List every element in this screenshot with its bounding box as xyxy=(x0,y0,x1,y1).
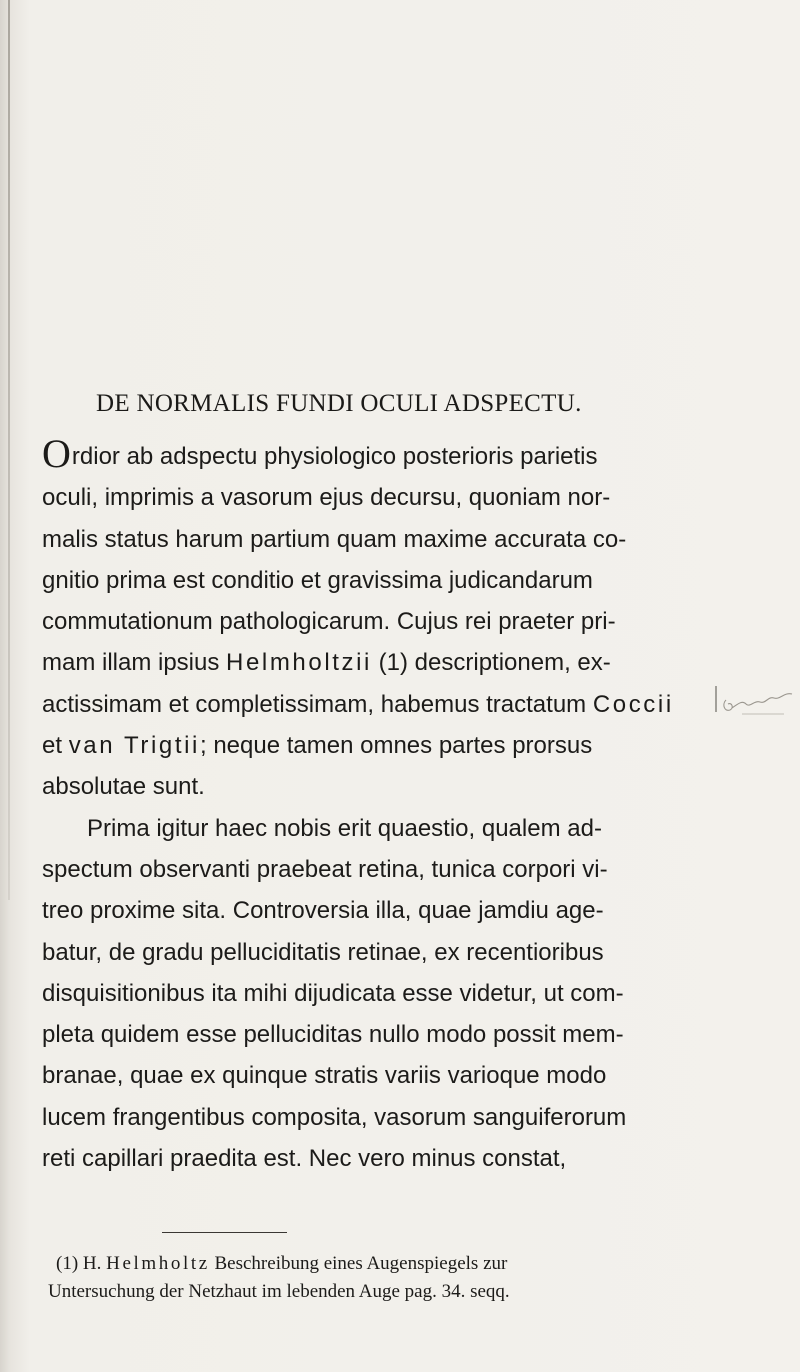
footnote-line: Untersuchung der Netzhaut im lebenden Auge pag. 34. seqq. xyxy=(48,1281,510,1302)
text-line: gnitio prima est conditio et gravissima judicandarum xyxy=(42,566,593,594)
text-segment: (1) descriptionem, ex- xyxy=(372,649,611,677)
footnote-line xyxy=(48,1250,728,1278)
text-line xyxy=(42,431,712,477)
page-title: DE NORMALIS FUNDI OCULI ADSPECTU. xyxy=(96,390,582,417)
text-segment: ; neque tamen omnes partes prorsus xyxy=(200,732,593,760)
text-line: absolutae sunt. xyxy=(42,773,205,801)
body-text xyxy=(42,431,712,1179)
text-segment: Beschreibung eines Augenspiegels zur xyxy=(209,1253,508,1274)
text-segment: rdior ab adspectu physiologico posterioris parietis xyxy=(71,443,598,470)
text-line: disquisitionibus ita mihi dijudicata esse videtur, ut com- xyxy=(42,979,624,1007)
text-line: treo proxime sita. Controversia illa, quae jamdiu age- xyxy=(42,897,604,925)
text-segment: et xyxy=(42,732,69,760)
text-line: reti capillari praedita est. Nec vero minus constat, xyxy=(42,1145,567,1173)
text-line: commutationum pathologicarum. Cujus rei praeter pri- xyxy=(42,608,616,636)
handwritten-mark-icon xyxy=(712,682,800,732)
text-segment: mam illam ipsius xyxy=(42,649,227,677)
text-line: lucem frangentibus composita, vasorum sanguiferorum xyxy=(42,1103,627,1131)
text-line: pleta quidem esse pelluciditas nullo modo possit mem- xyxy=(42,1021,624,1049)
text-line: oculi, imprimis a vasorum ejus decursu, quoniam nor- xyxy=(42,484,611,512)
text-line: batur, de gradu pelluciditatis retinae, ex recentioribus xyxy=(42,938,604,966)
author-name: Coccii xyxy=(592,690,674,718)
binding-gutter-shadow xyxy=(8,0,10,900)
text-line: Prima igitur haec nobis erit quaestio, qualem ad- xyxy=(87,814,602,842)
footnote xyxy=(48,1250,728,1306)
drop-cap: O xyxy=(42,431,71,476)
author-name: Helmholtzii xyxy=(226,649,372,677)
text-line: malis status harum partium quam maxime accurata co- xyxy=(42,525,627,553)
text-line xyxy=(42,725,712,766)
text-line: spectum observanti praebeat retina, tunica corpori vi- xyxy=(42,855,608,883)
text-segment: actissimam et completissimam, habemus tractatum xyxy=(42,690,593,718)
author-name: van Trigtii xyxy=(68,732,200,760)
footnote-marker: (1) H. xyxy=(56,1253,102,1274)
text-line xyxy=(42,684,712,725)
footnote-rule xyxy=(162,1232,287,1233)
author-name: Helmholtz xyxy=(106,1253,210,1274)
text-line: branae, quae ex quinque stratis variis varioque modo xyxy=(42,1062,607,1090)
text-line xyxy=(42,642,712,683)
